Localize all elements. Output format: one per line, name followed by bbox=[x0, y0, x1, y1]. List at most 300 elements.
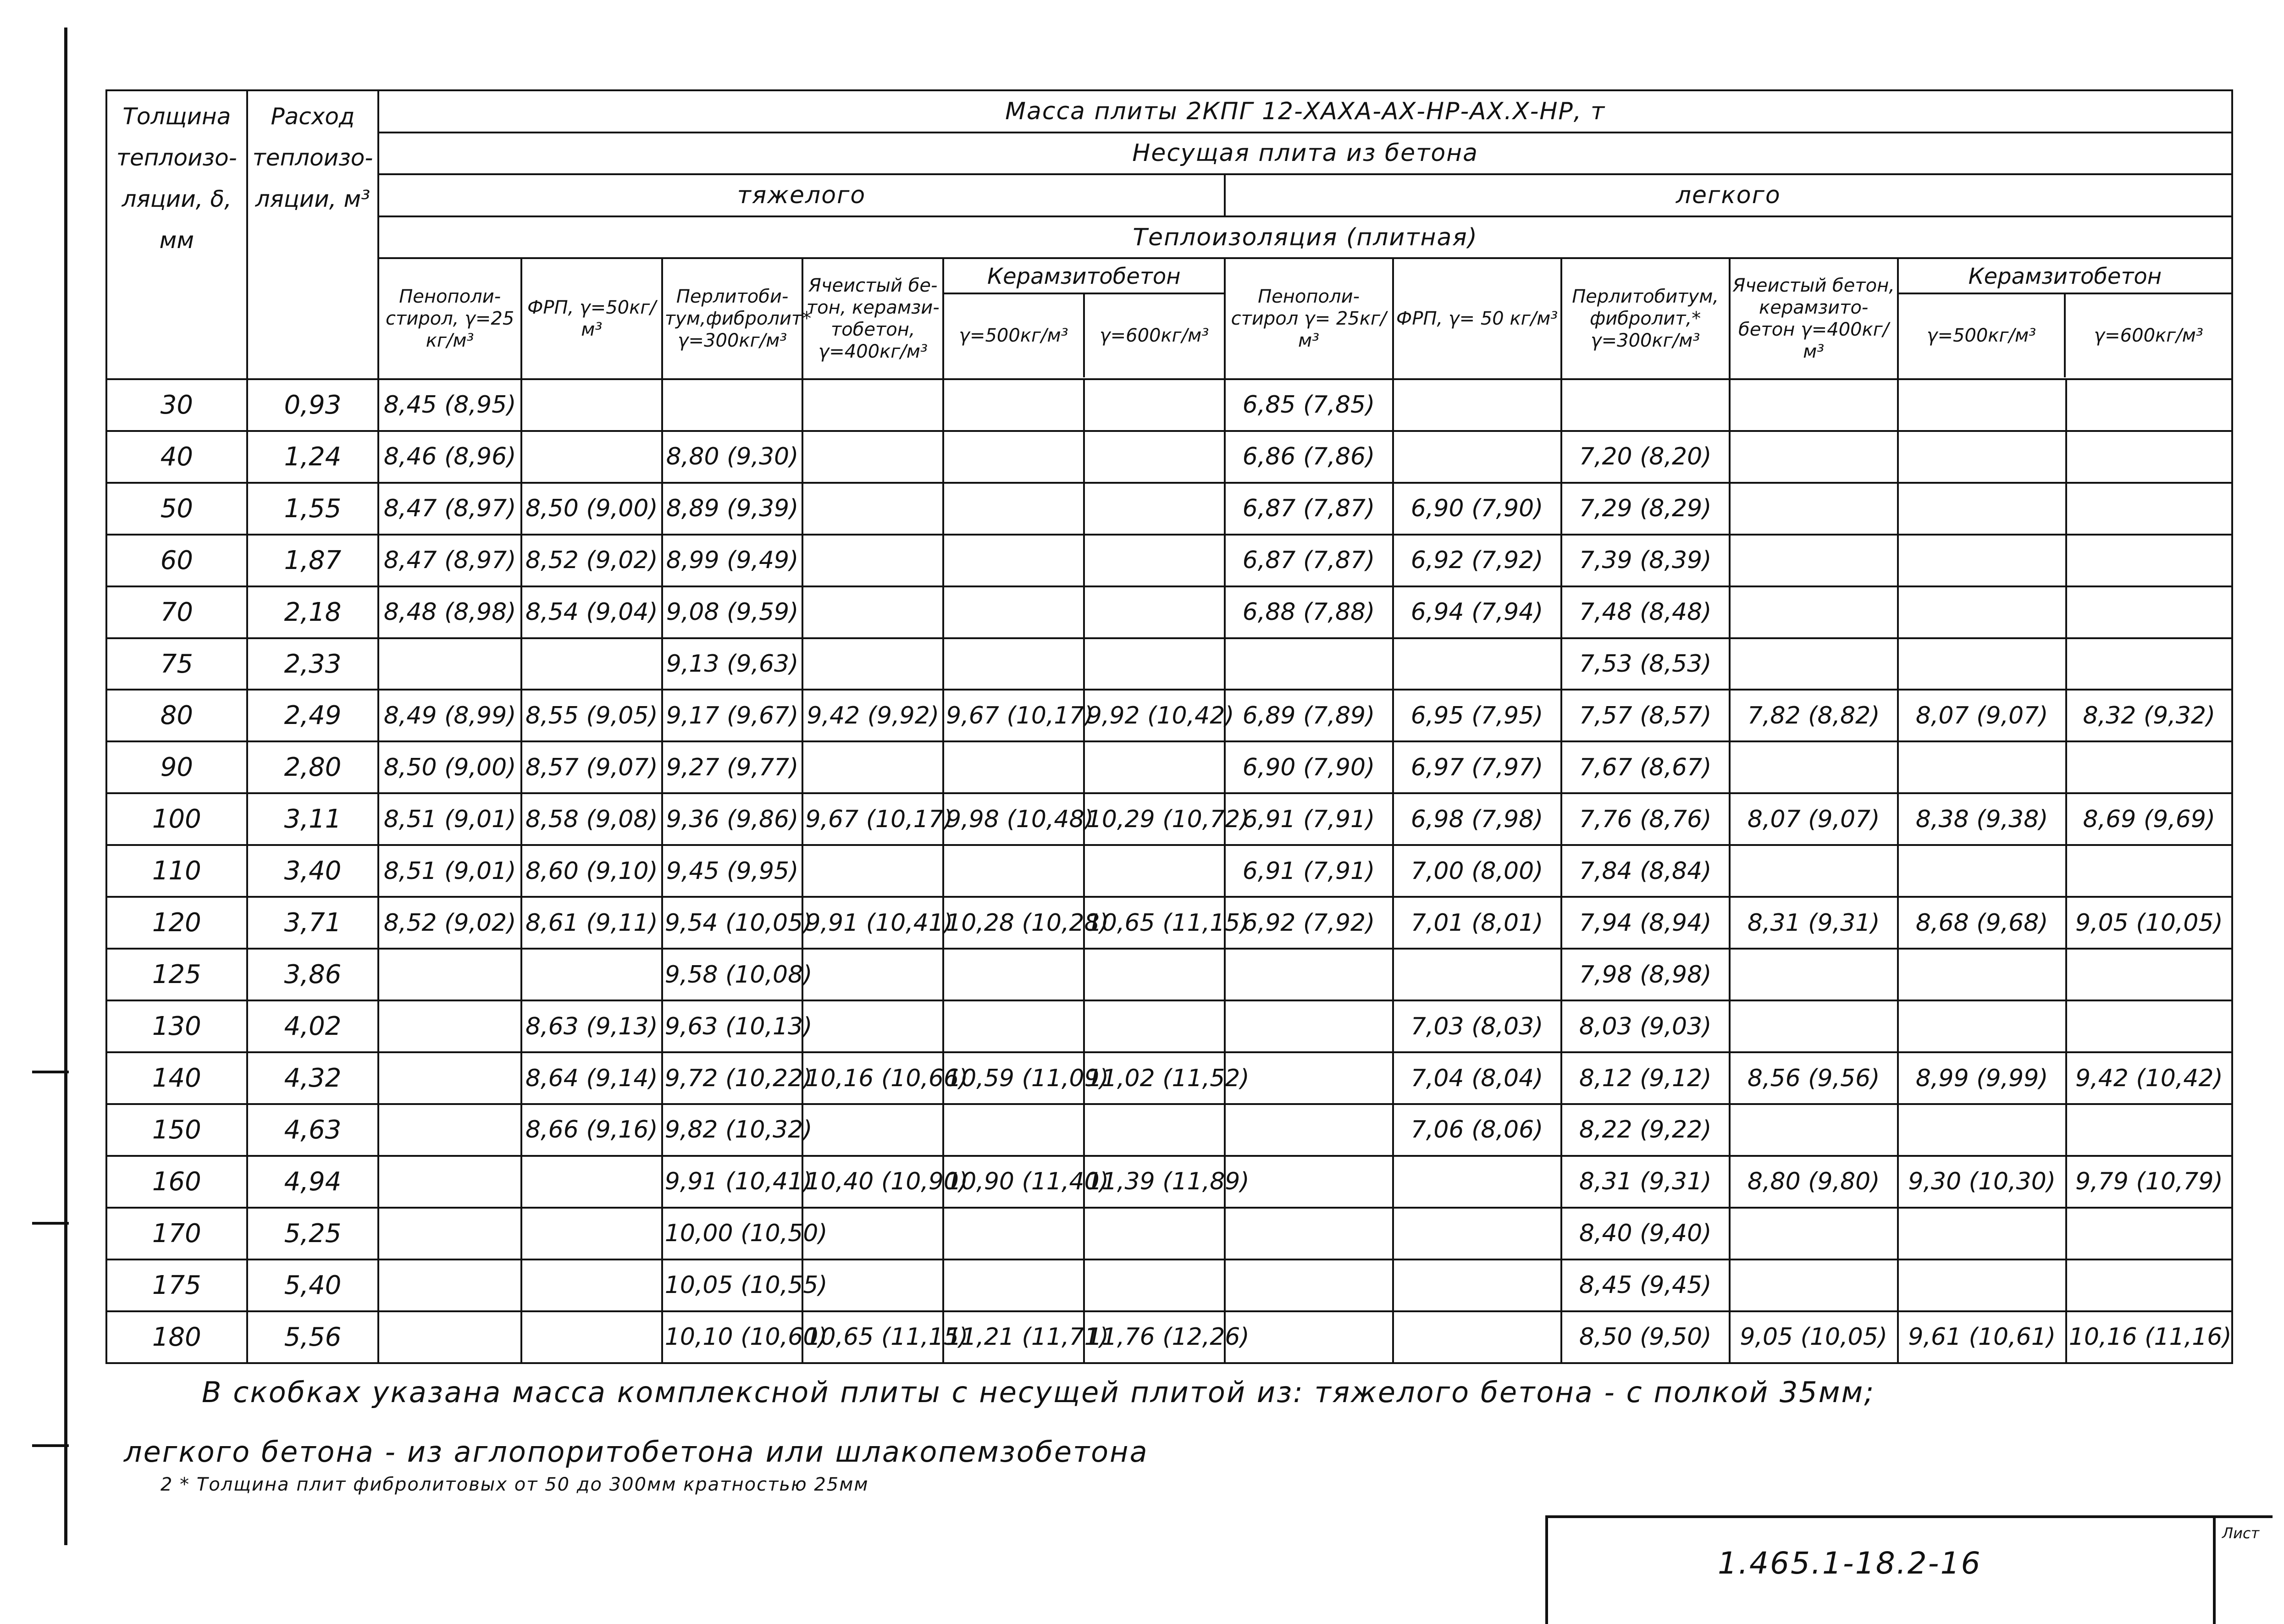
subheader-cell: γ=500кг/м³ bbox=[944, 294, 1085, 377]
mass-cell: 11,21 (11,71) bbox=[943, 1311, 1084, 1363]
mass-cell bbox=[1730, 586, 1898, 638]
consumption-cell: 2,80 bbox=[247, 741, 379, 793]
mass-cell: 8,80 (9,80) bbox=[1730, 1156, 1898, 1208]
mass-cell bbox=[1393, 949, 1561, 1000]
mass-cell: 6,89 (7,89) bbox=[1225, 690, 1393, 741]
mass-cell: 6,91 (7,91) bbox=[1225, 793, 1393, 845]
table-row bbox=[106, 741, 2232, 793]
mass-cell bbox=[1084, 483, 1225, 535]
mass-cell: 7,20 (8,20) bbox=[1561, 431, 1730, 483]
subheader-cell: Пенополи- стирол, γ=25 кг/м³ bbox=[378, 258, 521, 379]
consumption-cell: 4,63 bbox=[247, 1104, 379, 1156]
mass-cell bbox=[1393, 1156, 1561, 1208]
table-row bbox=[106, 1259, 2232, 1311]
mass-cell: 9,67 (10,17) bbox=[802, 793, 943, 845]
thickness-cell: 130 bbox=[106, 1000, 247, 1052]
mass-cell: 8,57 (9,07) bbox=[521, 741, 662, 793]
table-row bbox=[106, 1104, 2232, 1156]
table-row bbox=[106, 431, 2232, 483]
mass-cell bbox=[943, 586, 1084, 638]
table-row bbox=[106, 535, 2232, 586]
mass-cell bbox=[1898, 1259, 2066, 1311]
mass-cell: 8,51 (9,01) bbox=[378, 845, 521, 897]
mass-cell bbox=[802, 638, 943, 690]
keramzit-heavy-label: Керамзитобетон bbox=[944, 260, 1223, 294]
mass-cell: 8,40 (9,40) bbox=[1561, 1208, 1730, 1259]
mass-cell: 8,51 (9,01) bbox=[378, 793, 521, 845]
mass-cell: 8,99 (9,49) bbox=[662, 535, 803, 586]
mass-cell: 8,66 (9,16) bbox=[521, 1104, 662, 1156]
mass-cell: 10,90 (11,40) bbox=[943, 1156, 1084, 1208]
margin-tick bbox=[32, 1222, 69, 1225]
mass-cell bbox=[378, 1156, 521, 1208]
margin-tick bbox=[32, 1444, 69, 1447]
thickness-cell: 90 bbox=[106, 741, 247, 793]
mass-cell bbox=[802, 431, 943, 483]
document-code: 1.465.1-18.2-16 bbox=[1718, 1546, 1982, 1581]
mass-cell: 9,05 (10,05) bbox=[2066, 897, 2232, 949]
subheader-cell: γ=500кг/м³ bbox=[1899, 294, 2066, 377]
mass-cell bbox=[378, 1311, 521, 1363]
mass-cell bbox=[1393, 1311, 1561, 1363]
mass-cell bbox=[943, 1000, 1084, 1052]
mass-cell: 8,07 (9,07) bbox=[1898, 690, 2066, 741]
thickness-cell: 70 bbox=[106, 586, 247, 638]
mass-cell bbox=[802, 949, 943, 1000]
mass-cell bbox=[1898, 949, 2066, 1000]
mass-cell: 8,50 (9,00) bbox=[521, 483, 662, 535]
mass-cell: 6,88 (7,88) bbox=[1225, 586, 1393, 638]
mass-cell: 8,58 (9,08) bbox=[521, 793, 662, 845]
mass-cell: 7,94 (8,94) bbox=[1561, 897, 1730, 949]
note-line-1: В скобках указана масса комплексной плиты с несущей плитой из: тяжелого бетона - с полкой 35мм; bbox=[202, 1375, 1875, 1409]
mass-cell bbox=[521, 949, 662, 1000]
table-row bbox=[106, 897, 2232, 949]
mass-cell bbox=[943, 638, 1084, 690]
mass-cell bbox=[378, 638, 521, 690]
mass-cell: 7,39 (8,39) bbox=[1561, 535, 1730, 586]
mass-cell bbox=[521, 431, 662, 483]
thickness-cell: 140 bbox=[106, 1052, 247, 1104]
mass-cell bbox=[521, 1208, 662, 1259]
mass-cell bbox=[2066, 949, 2232, 1000]
mass-cell: 9,61 (10,61) bbox=[1898, 1311, 2066, 1363]
mass-cell bbox=[1898, 483, 2066, 535]
mass-cell bbox=[1393, 379, 1561, 431]
mass-cell: 8,31 (9,31) bbox=[1730, 897, 1898, 949]
thickness-cell: 175 bbox=[106, 1259, 247, 1311]
consumption-cell: 0,93 bbox=[247, 379, 379, 431]
table-row bbox=[106, 586, 2232, 638]
mass-cell bbox=[1225, 1104, 1393, 1156]
mass-cell: 8,12 (9,12) bbox=[1561, 1052, 1730, 1104]
thickness-cell: 100 bbox=[106, 793, 247, 845]
mass-cell: 7,06 (8,06) bbox=[1393, 1104, 1561, 1156]
mass-cell: 11,39 (11,89) bbox=[1084, 1156, 1225, 1208]
mass-cell: 9,67 (10,17) bbox=[943, 690, 1084, 741]
header-insulation: Теплоизоляция (плитная) bbox=[378, 216, 2232, 259]
mass-cell: 8,47 (8,97) bbox=[378, 483, 521, 535]
header-light-concrete: легкого bbox=[1225, 174, 2232, 216]
mass-cell bbox=[2066, 845, 2232, 897]
thickness-cell: 60 bbox=[106, 535, 247, 586]
consumption-cell: 4,02 bbox=[247, 1000, 379, 1052]
mass-cell: 9,63 (10,13) bbox=[662, 1000, 803, 1052]
subheader-cell: γ=600кг/м³ bbox=[2094, 325, 2203, 347]
mass-cell: 9,08 (9,59) bbox=[662, 586, 803, 638]
mass-cell: 8,52 (9,02) bbox=[378, 897, 521, 949]
mass-cell bbox=[2066, 1104, 2232, 1156]
mass-cell: 8,99 (9,99) bbox=[1898, 1052, 2066, 1104]
mass-cell bbox=[1898, 741, 2066, 793]
mass-cell: 7,57 (8,57) bbox=[1561, 690, 1730, 741]
mass-cell bbox=[1084, 535, 1225, 586]
keramzit-heavy-group bbox=[943, 258, 1224, 379]
mass-cell: 8,64 (9,14) bbox=[521, 1052, 662, 1104]
mass-cell bbox=[662, 379, 803, 431]
table-row bbox=[106, 845, 2232, 897]
mass-cell: 7,98 (8,98) bbox=[1561, 949, 1730, 1000]
consumption-cell: 2,49 bbox=[247, 690, 379, 741]
mass-cell bbox=[378, 1208, 521, 1259]
mass-cell: 9,05 (10,05) bbox=[1730, 1311, 1898, 1363]
mass-cell bbox=[1225, 949, 1393, 1000]
mass-cell: 10,28 (10,28) bbox=[943, 897, 1084, 949]
table-row bbox=[106, 949, 2232, 1000]
mass-cell: 8,69 (9,69) bbox=[2066, 793, 2232, 845]
mass-cell bbox=[1084, 586, 1225, 638]
subheader-cell: Перлитобитум, фибролит,* γ=300кг/м³ bbox=[1561, 258, 1730, 379]
mass-cell bbox=[802, 1104, 943, 1156]
mass-cell: 7,84 (8,84) bbox=[1561, 845, 1730, 897]
mass-cell: 10,16 (11,16) bbox=[2066, 1311, 2232, 1363]
mass-cell: 9,42 (9,92) bbox=[802, 690, 943, 741]
mass-cell: 9,91 (10,41) bbox=[802, 897, 943, 949]
mass-cell: 8,61 (9,11) bbox=[521, 897, 662, 949]
mass-cell: 8,38 (9,38) bbox=[1898, 793, 2066, 845]
mass-table bbox=[105, 89, 2233, 1364]
mass-cell: 8,56 (9,56) bbox=[1730, 1052, 1898, 1104]
mass-cell bbox=[1898, 431, 2066, 483]
mass-cell: 8,80 (9,30) bbox=[662, 431, 803, 483]
mass-cell: 7,00 (8,00) bbox=[1393, 845, 1561, 897]
mass-cell bbox=[1393, 1259, 1561, 1311]
mass-cell: 7,01 (8,01) bbox=[1393, 897, 1561, 949]
consumption-cell: 1,87 bbox=[247, 535, 379, 586]
mass-cell: 8,63 (9,13) bbox=[521, 1000, 662, 1052]
mass-cell: 8,50 (9,00) bbox=[378, 741, 521, 793]
mass-cell bbox=[1898, 845, 2066, 897]
thickness-cell: 120 bbox=[106, 897, 247, 949]
consumption-cell: 5,40 bbox=[247, 1259, 379, 1311]
table-row bbox=[106, 1052, 2232, 1104]
mass-cell: 9,13 (9,63) bbox=[662, 638, 803, 690]
mass-cell: 8,89 (9,39) bbox=[662, 483, 803, 535]
mass-cell bbox=[943, 1104, 1084, 1156]
mass-cell: 8,32 (9,32) bbox=[2066, 690, 2232, 741]
mass-cell: 6,92 (7,92) bbox=[1225, 897, 1393, 949]
mass-cell: 10,00 (10,50) bbox=[662, 1208, 803, 1259]
thickness-cell: 40 bbox=[106, 431, 247, 483]
mass-cell: 11,02 (11,52) bbox=[1084, 1052, 1225, 1104]
mass-cell: 9,98 (10,48) bbox=[943, 793, 1084, 845]
subheader-cell: Ячеистый бетон, керамзито- бетон γ=400кг/м³ bbox=[1730, 258, 1898, 379]
subheader-cell: Ячеистый бе- тон, керамзи- тобетон, γ=400кг/м³ bbox=[802, 258, 943, 379]
margin-tick bbox=[32, 1071, 69, 1073]
mass-cell: 9,72 (10,22) bbox=[662, 1052, 803, 1104]
mass-cell: 8,46 (8,96) bbox=[378, 431, 521, 483]
mass-cell: 8,50 (9,50) bbox=[1561, 1311, 1730, 1363]
consumption-cell: 3,11 bbox=[247, 793, 379, 845]
mass-cell: 8,45 (9,45) bbox=[1561, 1259, 1730, 1311]
mass-cell: 10,40 (10,90) bbox=[802, 1156, 943, 1208]
mass-cell bbox=[1730, 1104, 1898, 1156]
mass-cell: 8,47 (8,97) bbox=[378, 535, 521, 586]
mass-cell: 6,86 (7,86) bbox=[1225, 431, 1393, 483]
mass-cell bbox=[802, 845, 943, 897]
mass-cell bbox=[943, 1259, 1084, 1311]
mass-cell bbox=[1730, 431, 1898, 483]
mass-cell bbox=[521, 1156, 662, 1208]
thickness-cell: 75 bbox=[106, 638, 247, 690]
mass-cell: 7,29 (8,29) bbox=[1561, 483, 1730, 535]
mass-cell: 6,94 (7,94) bbox=[1393, 586, 1561, 638]
mass-cell bbox=[2066, 483, 2232, 535]
header-bearing-plate: Несущая плита из бетона bbox=[378, 133, 2232, 175]
mass-cell bbox=[943, 431, 1084, 483]
mass-cell bbox=[2066, 379, 2232, 431]
mass-cell: 10,59 (11,09) bbox=[943, 1052, 1084, 1104]
mass-cell: 8,03 (9,03) bbox=[1561, 1000, 1730, 1052]
mass-cell: 6,98 (7,98) bbox=[1393, 793, 1561, 845]
mass-cell bbox=[943, 949, 1084, 1000]
mass-cell bbox=[1730, 949, 1898, 1000]
mass-cell bbox=[378, 949, 521, 1000]
mass-cell: 6,91 (7,91) bbox=[1225, 845, 1393, 897]
mass-cell bbox=[802, 586, 943, 638]
mass-cell bbox=[2066, 1259, 2232, 1311]
title-block bbox=[1545, 1515, 2273, 1624]
mass-cell: 9,54 (10,05) bbox=[662, 897, 803, 949]
keramzit-light-group bbox=[1898, 258, 2232, 379]
mass-cell: 6,85 (7,85) bbox=[1225, 379, 1393, 431]
mass-cell bbox=[1898, 586, 2066, 638]
mass-cell bbox=[1084, 379, 1225, 431]
mass-cell: 6,90 (7,90) bbox=[1225, 741, 1393, 793]
mass-cell bbox=[1084, 1000, 1225, 1052]
mass-cell bbox=[802, 1000, 943, 1052]
mass-cell bbox=[521, 1259, 662, 1311]
mass-cell bbox=[1730, 1000, 1898, 1052]
mass-cell bbox=[1225, 1052, 1393, 1104]
consumption-cell: 4,32 bbox=[247, 1052, 379, 1104]
mass-cell: 6,87 (7,87) bbox=[1225, 483, 1393, 535]
mass-cell: 9,92 (10,42) bbox=[1084, 690, 1225, 741]
mass-cell: 8,54 (9,04) bbox=[521, 586, 662, 638]
mass-cell: 9,17 (9,67) bbox=[662, 690, 803, 741]
mass-cell bbox=[802, 535, 943, 586]
mass-cell bbox=[378, 1000, 521, 1052]
thickness-cell: 110 bbox=[106, 845, 247, 897]
table-row bbox=[106, 1208, 2232, 1259]
consumption-cell: 5,56 bbox=[247, 1311, 379, 1363]
mass-cell bbox=[1561, 379, 1730, 431]
mass-cell bbox=[2066, 431, 2232, 483]
mass-cell bbox=[1898, 1208, 2066, 1259]
mass-cell bbox=[1084, 1259, 1225, 1311]
table-row bbox=[106, 1311, 2232, 1363]
mass-cell bbox=[1084, 741, 1225, 793]
header-consumption: Расход теплоизо- ляции, м³ bbox=[247, 90, 379, 379]
note-line-3: 2 * Толщина плит фибролитовых от 50 до 300мм кратностью 25мм bbox=[160, 1474, 869, 1495]
mass-cell bbox=[1730, 483, 1898, 535]
mass-cell bbox=[1730, 1208, 1898, 1259]
consumption-cell: 1,24 bbox=[247, 431, 379, 483]
mass-cell bbox=[1084, 1104, 1225, 1156]
mass-cell: 7,48 (8,48) bbox=[1561, 586, 1730, 638]
mass-cell: 6,87 (7,87) bbox=[1225, 535, 1393, 586]
mass-cell bbox=[1084, 431, 1225, 483]
consumption-cell: 2,18 bbox=[247, 586, 379, 638]
mass-cell bbox=[1084, 949, 1225, 1000]
table-row bbox=[106, 793, 2232, 845]
mass-cell bbox=[1225, 1311, 1393, 1363]
mass-cell: 9,36 (9,86) bbox=[662, 793, 803, 845]
mass-cell bbox=[943, 535, 1084, 586]
mass-cell: 9,58 (10,08) bbox=[662, 949, 803, 1000]
mass-cell bbox=[1898, 1104, 2066, 1156]
mass-cell: 8,48 (8,98) bbox=[378, 586, 521, 638]
table-row bbox=[106, 690, 2232, 741]
consumption-cell: 4,94 bbox=[247, 1156, 379, 1208]
mass-cell bbox=[521, 379, 662, 431]
mass-cell bbox=[1393, 638, 1561, 690]
mass-cell: 9,79 (10,79) bbox=[2066, 1156, 2232, 1208]
mass-cell bbox=[378, 1104, 521, 1156]
mass-cell bbox=[1730, 379, 1898, 431]
mass-cell bbox=[943, 483, 1084, 535]
mass-cell: 8,49 (8,99) bbox=[378, 690, 521, 741]
mass-cell: 9,91 (10,41) bbox=[662, 1156, 803, 1208]
mass-cell bbox=[1730, 638, 1898, 690]
mass-cell bbox=[1898, 379, 2066, 431]
mass-cell: 8,31 (9,31) bbox=[1561, 1156, 1730, 1208]
subheader-cell: Пенополи- стирол γ= 25кг/м³ bbox=[1225, 258, 1393, 379]
mass-cell bbox=[802, 483, 943, 535]
mass-cell: 8,55 (9,05) bbox=[521, 690, 662, 741]
mass-cell bbox=[1084, 845, 1225, 897]
mass-cell bbox=[1730, 741, 1898, 793]
mass-cell: 10,10 (10,60) bbox=[662, 1311, 803, 1363]
mass-cell: 8,60 (9,10) bbox=[521, 845, 662, 897]
mass-cell bbox=[943, 1208, 1084, 1259]
keramzit-light-label: Керамзитобетон bbox=[1899, 260, 2231, 294]
mass-cell bbox=[2066, 586, 2232, 638]
mass-cell: 7,03 (8,03) bbox=[1393, 1000, 1561, 1052]
mass-cell: 6,97 (7,97) bbox=[1393, 741, 1561, 793]
mass-cell: 9,27 (9,77) bbox=[662, 741, 803, 793]
mass-cell: 7,67 (8,67) bbox=[1561, 741, 1730, 793]
mass-cell: 10,05 (10,55) bbox=[662, 1259, 803, 1311]
thickness-cell: 180 bbox=[106, 1311, 247, 1363]
mass-cell: 8,52 (9,02) bbox=[521, 535, 662, 586]
mass-cell: 9,42 (10,42) bbox=[2066, 1052, 2232, 1104]
mass-cell: 7,04 (8,04) bbox=[1393, 1052, 1561, 1104]
mass-cell bbox=[943, 379, 1084, 431]
consumption-cell: 2,33 bbox=[247, 638, 379, 690]
thickness-cell: 50 bbox=[106, 483, 247, 535]
mass-cell bbox=[521, 638, 662, 690]
header-heavy-concrete: тяжелого bbox=[378, 174, 1224, 216]
mass-cell bbox=[521, 1311, 662, 1363]
mass-cell: 6,92 (7,92) bbox=[1393, 535, 1561, 586]
mass-cell: 7,82 (8,82) bbox=[1730, 690, 1898, 741]
mass-cell: 11,76 (12,26) bbox=[1084, 1311, 1225, 1363]
mass-cell: 7,53 (8,53) bbox=[1561, 638, 1730, 690]
header-thickness: Толщина теплоизо- ляции, δ, мм bbox=[106, 90, 247, 379]
mass-cell bbox=[378, 1052, 521, 1104]
note-line-2: легкого бетона - из аглопоритобетона или шлакопемзобетона bbox=[124, 1435, 1149, 1469]
mass-cell bbox=[1225, 1208, 1393, 1259]
mass-cell: 8,45 (8,95) bbox=[378, 379, 521, 431]
mass-cell bbox=[1898, 1000, 2066, 1052]
mass-cell: 10,16 (10,66) bbox=[802, 1052, 943, 1104]
subheader-cell: γ=600кг/м³ bbox=[1099, 325, 1209, 347]
mass-cell: 8,22 (9,22) bbox=[1561, 1104, 1730, 1156]
thickness-cell: 30 bbox=[106, 379, 247, 431]
table-title: Масса плиты 2КПГ 12-ХАХА-АХ-НР-АХ.Х-НР, т bbox=[378, 90, 2232, 133]
table-row bbox=[106, 483, 2232, 535]
thickness-cell: 150 bbox=[106, 1104, 247, 1156]
mass-cell bbox=[1084, 1208, 1225, 1259]
margin-line bbox=[64, 28, 67, 1545]
mass-cell bbox=[1730, 1259, 1898, 1311]
mass-cell bbox=[378, 1259, 521, 1311]
mass-cell bbox=[802, 379, 943, 431]
consumption-cell: 3,71 bbox=[247, 897, 379, 949]
consumption-cell: 1,55 bbox=[247, 483, 379, 535]
mass-cell: 8,07 (9,07) bbox=[1730, 793, 1898, 845]
table-row bbox=[106, 638, 2232, 690]
subheader-cell: ФРП, γ= 50 кг/м³ bbox=[1393, 258, 1561, 379]
mass-cell bbox=[2066, 1208, 2232, 1259]
mass-cell bbox=[1898, 535, 2066, 586]
sheet-label: Лист bbox=[2222, 1525, 2260, 1542]
mass-cell: 9,82 (10,32) bbox=[662, 1104, 803, 1156]
mass-cell bbox=[1225, 1000, 1393, 1052]
mass-cell bbox=[1730, 535, 1898, 586]
mass-cell bbox=[1225, 638, 1393, 690]
mass-cell bbox=[1225, 1259, 1393, 1311]
mass-cell bbox=[943, 845, 1084, 897]
mass-cell bbox=[1084, 638, 1225, 690]
consumption-cell: 5,25 bbox=[247, 1208, 379, 1259]
table-row bbox=[106, 1156, 2232, 1208]
mass-cell bbox=[1898, 638, 2066, 690]
mass-cell: 8,68 (9,68) bbox=[1898, 897, 2066, 949]
mass-cell: 10,65 (11,15) bbox=[802, 1311, 943, 1363]
mass-cell bbox=[1393, 1208, 1561, 1259]
consumption-cell: 3,86 bbox=[247, 949, 379, 1000]
mass-cell bbox=[2066, 741, 2232, 793]
title-block-divider bbox=[2213, 1518, 2216, 1624]
mass-cell bbox=[802, 741, 943, 793]
mass-cell: 10,29 (10,72) bbox=[1084, 793, 1225, 845]
thickness-cell: 170 bbox=[106, 1208, 247, 1259]
mass-cell: 10,65 (11,15) bbox=[1084, 897, 1225, 949]
subheader-cell: Перлитоби- тум,фибролит* γ=300кг/м³ bbox=[662, 258, 803, 379]
subheader-cell: ФРП, γ=50кг/м³ bbox=[521, 258, 662, 379]
